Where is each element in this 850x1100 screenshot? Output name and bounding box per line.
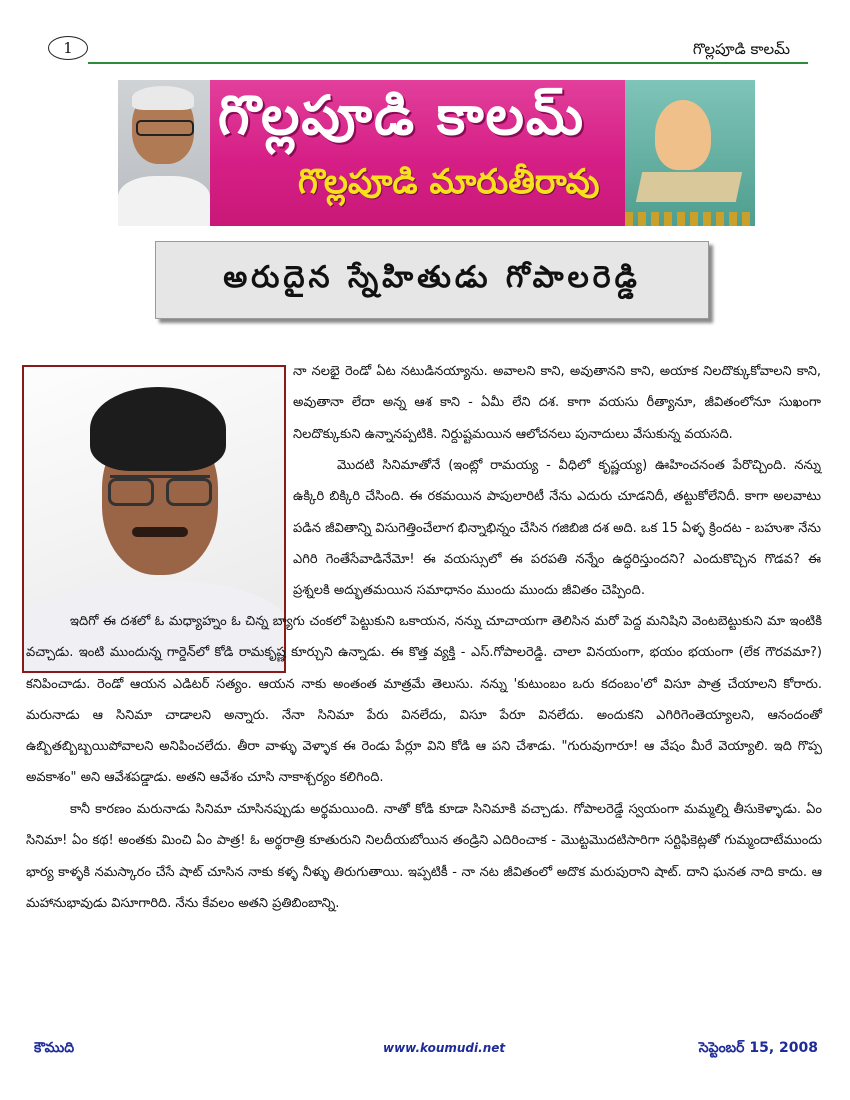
running-title: గొల్లపూడి కాలమ్ xyxy=(692,40,790,58)
author-portrait xyxy=(118,80,210,226)
column-banner xyxy=(118,80,755,226)
page-number: 1 xyxy=(48,36,88,60)
writing-sage-illustration xyxy=(625,80,755,226)
article-paragraph-2: మొదటి సినిమాతోనే (ఇంట్లో రామయ్య - వీధిలో కృష్ణయ్య) ఊహించనంత పేరొచ్చింది. నన్ను ఉక్కిరి బిక్కిరి చేసింది. ఈ రకమయిన పాపులారిటీ నేను ఎదురు చూడనిదీ, తట్టుకోలేనిదీ. కాగా అలవాటు పడిన జీవితాన్ని విసుగెత్తించేలాగ భిన్నాభిన్నం చేసిన గజిబిజి దశ అది. ఒక 15 ఏళ్ళ క్రిందట - బహుశా నేను ఎగిరి గెంతేసేవాడినేమో! ఈ వయస్సులో ఈ పరపతి నన్నేం ఉద్ధరిస్తుందని? ఎందుకొచ్చిన గొడవ? ఈ ప్రశ్నలకి అద్భుతమయిన సమాధానం ముందు ముందు జీవితం చెప్పింది. xyxy=(293,458,821,599)
banner-author-name: గొల్లపూడి మారుతీరావు xyxy=(298,162,600,202)
banner-title: గొల్లపూడి కాలమ్ xyxy=(218,84,586,147)
article-paragraph-1: నా నలభై రెండో ఏట నటుడినయ్యాను. అవాలని కాని, అవుతానని కాని, అయాక నిలదొక్కుకోవాలని కాని, అవుతానా లేదా అన్న ఆశ కాని - ఏమీ లేని దశ. కాగా వయసు రీత్యానూ, జీవితంలోనూ సుఖంగా నిలదొక్కుకుని ఉన్నానప్పటికి. నిర్దుష్టమయిన ఆలోచనలు పునాదులు వేసుకున్న వయసది. xyxy=(293,364,821,442)
header-divider xyxy=(88,62,808,64)
article-title: అరుదైన స్నేహితుడు గోపాలరెడ్డి xyxy=(223,260,641,295)
publication-name: కౌముది xyxy=(34,1040,75,1056)
article-paragraph-3: ఇదిగో ఈ దశలో ఓ మధ్యాహ్నం ఓ చిన్న బ్యాగు చంకలో పెట్టుకుని ఒకాయన, నన్ను చూచాయగా తెలిసిన మరో పెద్ద మనిషిని వెంటబెట్టుకుని మా ఇంటికి వచ్చాడు. ఇంటి ముందున్న గార్డెన్‌లో కోడి రామకృష్ణ కూర్చుని ఉన్నాడు. ఈ కొత్త వ్యక్తి - ఎస్.గోపాలరెడ్డి. చాలా వినయంగా, భయం భయంగా (లేక గౌరవమా?) కనిపించాడు. రెండో ఆయన ఎడిటర్ సత్యం. ఆయన నాకు అంతంత మాత్రమే తెలుసు. నన్ను 'కుటుంబం ఒరు కదంబం'లో విసూ పాత్ర చేయాలని కోరారు. మరునాడు ఆ సినిమా చాడాలని అన్నారు. నేనా సినిమా పేరు వినలేదు, విసూ పేరూ వినలేదు. అందుకని ఎగిరిగెంతెయ్యాలని, ఆనందంతో ఉబ్బితబ్బిబ్బయిపోవాలని అనిపించలేదు. తీరా వాళ్ళు వెళ్ళాక ఈ రెండు పేర్లూ విని కోడి ఆ పని చేశాడు. "గురువుగారూ! ఆ వేషం మీరే వెయ్యాలి. ఇది గొప్ప అవకాశం" అని ఆవేశపడ్డాడు. అతని ఆవేశం చూసి నాకాశ్చర్యం కలిగింది. xyxy=(26,614,822,786)
issue-date: సెప్టెంబర్ 15, 2008 xyxy=(698,1040,818,1056)
article-paragraph-4: కానీ కారణం మరునాడు సినిమా చూసినప్పుడు అర్థమయింది. నాతో కోడి కూడా సినిమాకి వచ్చాడు. గోపాలరెడ్డే స్వయంగా మమ్మల్ని తీసుకెళ్ళాడు. ఏం సినిమా! ఏం కథ! అంతకు మించి ఏం పాత్ర! ఓ అర్థరాత్రి కూతురుని నిలదీయబోయిన తండ్రిని ఎదిరించాక - మొట్టమొదటిసారిగా సర్టిఫికెట్లతో గుమ్మందాటేముందు భార్య కాళ్ళకి నమస్కారం చేసే షాట్ చూసిన నాకు కళ్ళ నీళ్ళు తిరుగుతాయి. ఇప్పటికీ - నా నట జీవితంలో అదొక మరుపురాని షాట్. దాని ఘనత నాది కాదు. ఆ మహానుభావుడు విసూగారిది. నేను కేవలం అతని ప్రతిబింబాన్ని. xyxy=(26,802,822,911)
article-title-box xyxy=(155,241,709,319)
website-link[interactable]: www.koumudi.net xyxy=(383,1041,506,1055)
